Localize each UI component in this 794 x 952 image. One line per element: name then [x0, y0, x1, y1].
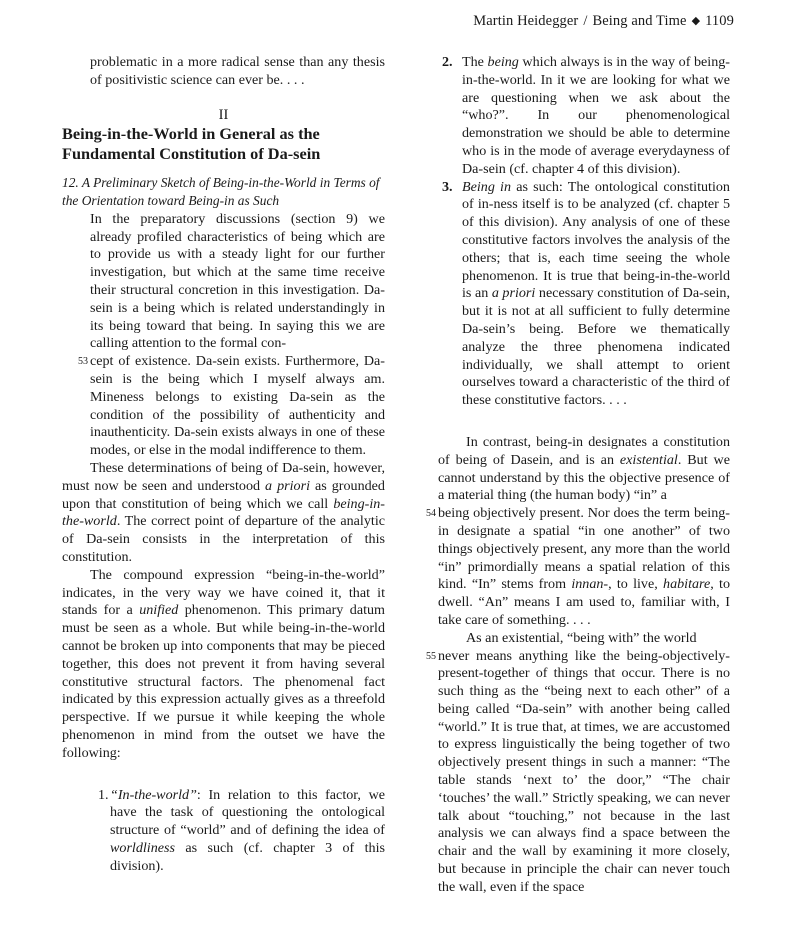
- list-item-2-emphasis-being: being: [487, 54, 519, 70]
- paragraph-2-text-a: These determinations of being of Da-sein, however, must now be seen and understood: [62, 459, 385, 494]
- section-number: II: [218, 106, 229, 123]
- section-title: Being-in-the-World in General as the Fundamental Constitution of Da-sein: [62, 124, 321, 163]
- margin-page-number-53: 53: [78, 356, 88, 368]
- page-number: 1109: [705, 13, 734, 29]
- paragraph-3-emphasis-unified: unified: [139, 602, 179, 619]
- list-item-2: [438, 54, 730, 179]
- paragraph-4-text-c: being objectively present. Nor does the term being-in designate a spatial “in one another” of two things objectively present, any more than the world “in” primordially means a spatial relation of this kind. “In” stems from: [438, 505, 730, 593]
- list-item-3-number: 3.: [442, 178, 453, 195]
- margin-page-number-54: 54: [426, 508, 436, 520]
- paragraph-1-continued: [62, 353, 385, 460]
- paragraph-4-emphasis-innan: innan-: [571, 576, 609, 593]
- paragraph-1-text-b: cept of existence. Da-sein exists. Furthermore, Da-sein is the being which I myself always am. Mineness belongs to existing Da-sein as the condition of the possibility of authenticity and inauthenticity. Da-sein exists always in one of these modes, or else in the modal indifference to them.: [90, 353, 385, 459]
- paragraph-2-text-c: . The correct point of departure of the analytic of Da-sein consists in the interpretation of this constitution.: [62, 513, 385, 565]
- paragraph-1: [62, 211, 385, 353]
- paragraph-2-emphasis-being-in-the-world: being-in-the-world: [62, 495, 385, 530]
- list-item-1-emphasis-worldliness: worldliness: [110, 839, 175, 856]
- paragraph-4-text-e: , to dwell. “An” means I am used to, familiar with, I take care of something. . . .: [438, 576, 730, 628]
- list-item-1-emphasis: “In-the-world”: [110, 786, 197, 803]
- header-book-title: Being and Time: [592, 13, 687, 29]
- paragraph-4-emphasis-existential: existential: [619, 451, 678, 468]
- list-item-1: [62, 787, 385, 876]
- paragraph-5-text-a: As an existential, “being with” the world: [466, 629, 697, 646]
- list-item-3-text-b: necessary constitution of Da-sein, but it is not at all sufficient to fully determine Da-sein’s being. Before we thematically analyze the three phenomena indicated individually, we shall attempt to orient ourselves toward a characteristic of the third of these constitutive factors. . . .: [462, 285, 731, 409]
- list-item-3-text: as such: The ontological constitution of in-ness itself is to be analyzed (cf. chapter 5 of this division). Any analysis of one of these constitutive factors involves the analysis of the others; that is, each time seeing the whole phenomenon. It is true that being-in-the-world is an: [462, 178, 730, 302]
- paragraph-3-text-a: The compound expression “being-in-the-world” indicates, in the very way we have coined it, that it stands for a: [62, 566, 385, 619]
- margin-page-number-55: 55: [426, 650, 436, 662]
- paragraph-4: [438, 434, 730, 505]
- list-item-3: [438, 179, 730, 410]
- paragraph-2-emphasis-a-priori: a priori: [265, 477, 310, 494]
- diamond-icon: ◆: [691, 15, 701, 27]
- paragraph-5-continued: [426, 647, 730, 897]
- list-item-1-text-a: : In relation to this factor, we have the task of questioning the ontological structure of “world” and of defining the idea of: [110, 786, 385, 839]
- list-item-3-emphasis-being-in: Being in: [462, 178, 512, 195]
- list-item-2-number: 2.: [442, 54, 453, 70]
- paragraph-4-emphasis-habitare: habitare: [663, 576, 711, 593]
- paragraph-4-text-d: , to live,: [608, 576, 664, 593]
- list-item-1-number: 1.: [98, 786, 109, 803]
- intro-paragraph: problematic in a more radical sense than any thesis of positivistic science can ever be. . . .: [90, 54, 385, 88]
- list-item-2-text: which always is in the way of being-in-the-world. In it we are looking for what we are questioning when we ask about the “who?”. In our phenomenological demonstration we should be able to determine who is in the mode of average everydayness of Da-sein (cf. chapter 4 of this division).: [462, 54, 730, 177]
- paragraph-5: [438, 630, 730, 648]
- running-header: [473, 13, 734, 30]
- paragraph-3-text-b: phenomenon. This primary datum must be seen as a whole. But while being-in-the-world cannot be broken up into components that may be pieced together, this does not prevent it from having several constitutive structural factors. The phenomenal fact indicated by this expression actually gives as a threefold perspective. If we pursue it while keeping the whole phenomenon in mind from the outset we have the following:: [62, 602, 385, 761]
- right-column: [426, 54, 731, 897]
- paragraph-2: [62, 460, 385, 567]
- left-column: [62, 54, 385, 875]
- header-separator: /: [583, 13, 588, 29]
- header-author: Martin Heidegger: [473, 13, 579, 29]
- paragraph-4-text-b: . But we cannot understand by this the objective presence of a material thing (the human body) “in” a: [438, 451, 730, 504]
- paragraph-1-text-a: In the preparatory discussions (section 9) we already profiled characteristics of being which are to provide us with a steady light for our further investigation, but which at the same time receive their structural concretion in this investigation. Da-sein is a being which is related understandingly in its being toward that being. In saying this we are calling attention to the formal con-: [90, 210, 385, 352]
- subsection-title: 12. A Preliminary Sketch of Being-in-the-World in Terms of the Orientation toward Being-in as Such: [62, 175, 380, 208]
- list-item-2-pre: The: [462, 54, 488, 70]
- paragraph-2-text-b: as grounded upon that constitution of being which we call: [62, 477, 385, 512]
- paragraph-3: [62, 567, 385, 763]
- list-item-3-emphasis-a-priori: a priori: [491, 285, 536, 302]
- list-item-1-text-b: as such (cf. chapter 3 of this division).: [110, 839, 385, 874]
- paragraph-4-text-a: In contrast, being-in designates a constitution of being of Dasein, and is an: [438, 433, 730, 468]
- paragraph-5-text-b: never means anything like the being-objectively-present-together of things that occur. There is no such thing as the “being next to each other” of a being called “Da-sein” with another being called “world.” It is true that, at times, we are accustomed to express linguistically the being together of two objectively present things in such a manner: “The table stands ‘next to’ the door,” “The chair ‘touches’ the wall.” Strictly speaking, we can never talk about “touching,” not because in the last analysis we can always find a space between the chair and the wall by examining it more closely, but because in principle the chair can never touch the wall, even if the space: [438, 647, 730, 895]
- paragraph-4-continued: [426, 505, 730, 630]
